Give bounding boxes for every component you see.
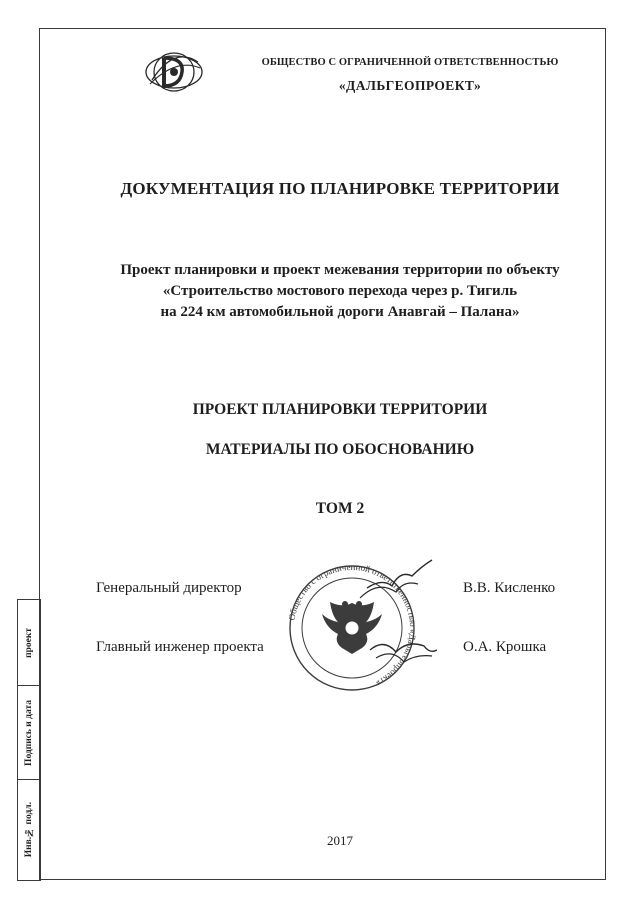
company-name-line1: ОБЩЕСТВО С ОГРАНИЧЕННОЙ ОТВЕТСТВЕННОСТЬЮ bbox=[261, 57, 559, 68]
project-line-1: Проект планировки и проект межевания территории по объекту bbox=[120, 262, 560, 278]
company-logo-icon bbox=[142, 50, 206, 94]
section-subtitle: МАТЕРИАЛЫ ПО ОБОСНОВАНИЮ bbox=[205, 441, 475, 458]
company-name-line2: «ДАЛЬГЕОПРОЕКТ» bbox=[338, 78, 482, 93]
signatory-name-director: В.В. Кисленко bbox=[463, 580, 556, 596]
signatory-role-chief-engineer: Главный инженер проекта bbox=[96, 639, 264, 655]
signatory-name-chief-engineer: О.А. Крошка bbox=[463, 639, 547, 655]
side-cell-project bbox=[18, 600, 40, 686]
side-stamp-table bbox=[17, 599, 41, 881]
official-seal-icon bbox=[272, 558, 437, 698]
signatory-role-director: Генеральный директор bbox=[96, 580, 242, 596]
document-title: ДОКУМЕНТАЦИЯ ПО ПЛАНИРОВКЕ ТЕРРИТОРИИ bbox=[120, 179, 560, 198]
project-line-3: на 224 км автомобильной дороги Анавгай – Палана» bbox=[160, 304, 520, 320]
document-year: 2017 bbox=[327, 833, 353, 848]
svg-text:Общество с ограниченной ответс: Общество с ограниченной ответственностью «Дальгеопроект» bbox=[286, 561, 419, 689]
side-cell-signature-date bbox=[18, 686, 40, 780]
project-line-2: «Строительство мостового перехода через р. Тигиль bbox=[162, 283, 518, 299]
side-cell-inventory-number bbox=[18, 780, 40, 880]
section-title: ПРОЕКТ ПЛАНИРОВКИ ТЕРРИТОРИИ bbox=[192, 401, 488, 418]
side-cell-inventory-number-label: Инв.№ подл. bbox=[24, 802, 34, 858]
side-cell-project-label: проект bbox=[24, 627, 34, 658]
volume-label: ТОМ 2 bbox=[315, 500, 365, 517]
side-cell-signature-date-label: Подпись и дата bbox=[24, 699, 34, 766]
